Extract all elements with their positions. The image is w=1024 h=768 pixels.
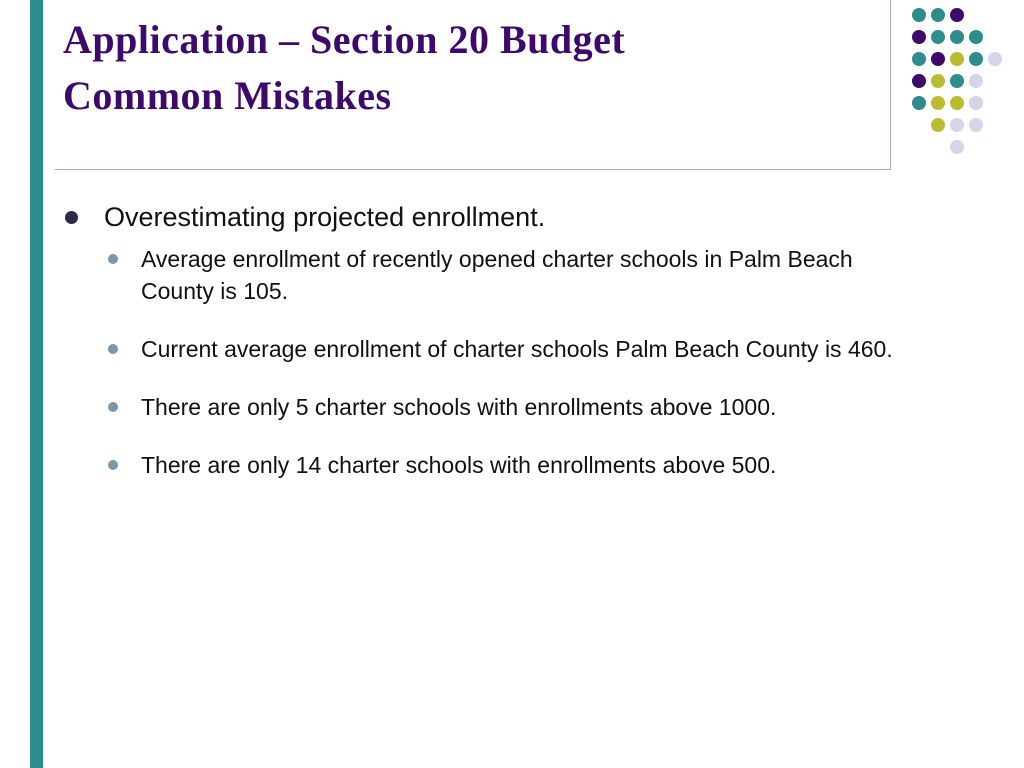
teal-dot: [969, 52, 983, 66]
teal-dot: [950, 74, 964, 88]
sub-bullet-text: There are only 5 charter schools with enrollments above 1000.: [141, 394, 777, 420]
teal-dot: [912, 8, 926, 22]
lavender-dot: [988, 52, 1002, 66]
bullet-icon: [65, 211, 78, 224]
olive-dot: [931, 96, 945, 110]
teal-dot: [950, 30, 964, 44]
lavender-dot: [969, 118, 983, 132]
title-block: [55, 0, 891, 170]
dots-decoration: [912, 8, 1007, 162]
sub-bullet-item: [108, 449, 918, 481]
olive-dot: [950, 52, 964, 66]
sub-bullet-item: [108, 243, 918, 307]
lavender-dot: [969, 74, 983, 88]
left-accent-bar: [30, 0, 43, 768]
teal-dot: [931, 8, 945, 22]
sub-bullet-icon: [108, 254, 118, 264]
purple-dot: [912, 30, 926, 44]
sub-bullet-item: [108, 391, 918, 423]
bullet-text-main: Overestimating projected enrollment.: [104, 202, 546, 232]
olive-dot: [931, 118, 945, 132]
lavender-dot: [950, 140, 964, 154]
title-line-2: Common Mistakes: [63, 73, 392, 118]
bullet-item-main: [65, 199, 945, 235]
teal-dot: [912, 96, 926, 110]
teal-dot: [969, 30, 983, 44]
purple-dot: [912, 74, 926, 88]
slide-body: [65, 199, 945, 507]
teal-dot: [912, 52, 926, 66]
sub-bullet-text: There are only 14 charter schools with enrollments above 500.: [141, 452, 777, 478]
purple-dot: [950, 8, 964, 22]
sub-bullet-text: Average enrollment of recently opened charter schools in Palm Beach County is 105.: [141, 246, 853, 304]
purple-dot: [931, 52, 945, 66]
teal-dot: [931, 30, 945, 44]
lavender-dot: [950, 118, 964, 132]
sub-bullet-text: Current average enrollment of charter schools Palm Beach County is 460.: [141, 336, 893, 362]
sub-bullet-icon: [108, 344, 118, 354]
slide-title: [63, 12, 880, 124]
sub-bullet-item: [108, 333, 918, 365]
title-line-1: Application – Section 20 Budget: [63, 17, 626, 62]
olive-dot: [950, 96, 964, 110]
lavender-dot: [969, 96, 983, 110]
olive-dot: [931, 74, 945, 88]
sub-bullet-icon: [108, 460, 118, 470]
sub-bullet-icon: [108, 402, 118, 412]
